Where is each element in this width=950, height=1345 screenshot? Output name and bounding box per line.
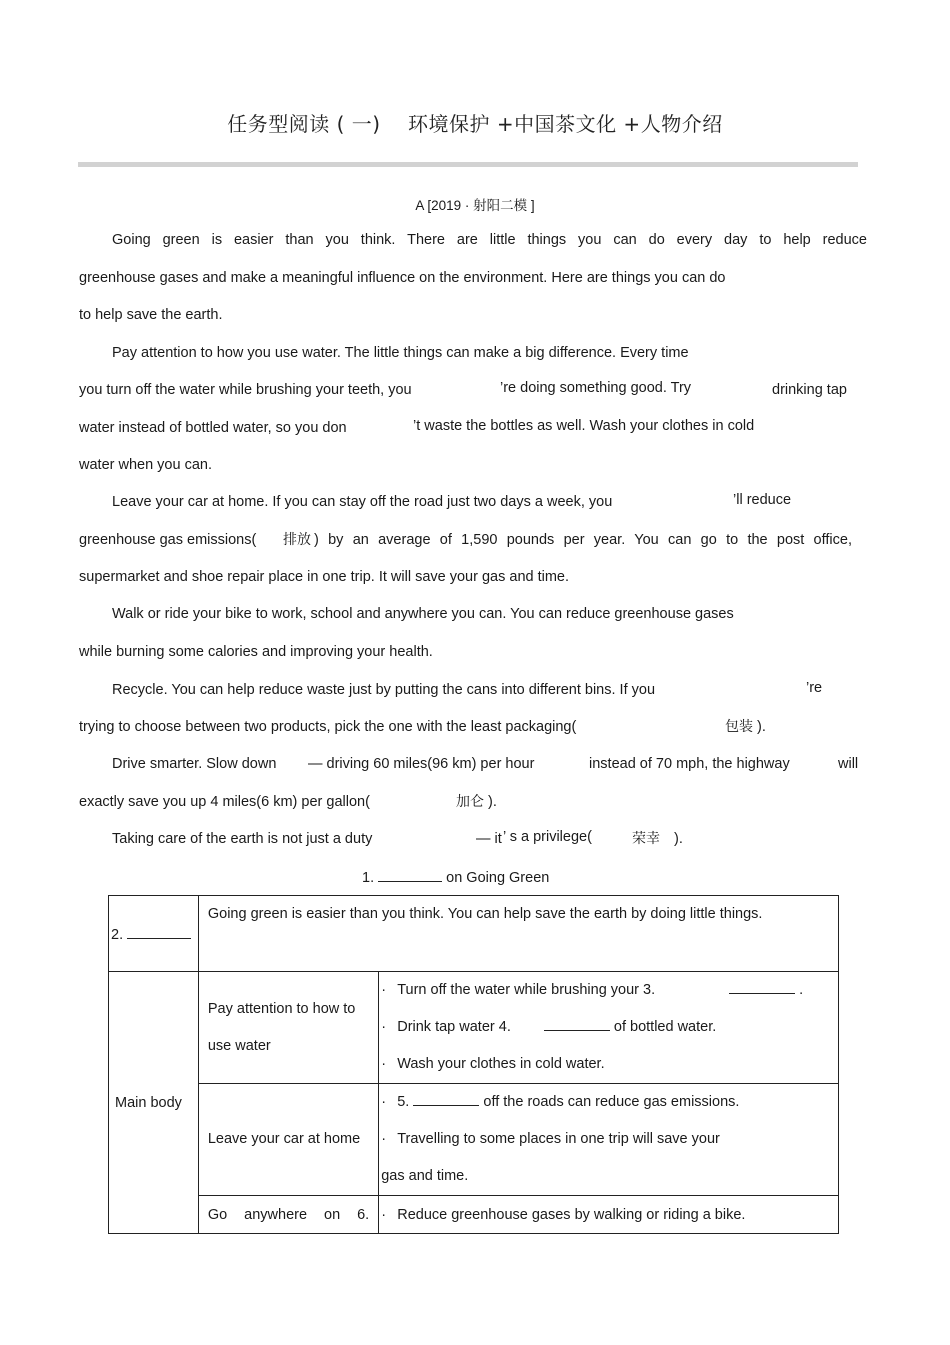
main-body-label: Main body bbox=[115, 1094, 182, 1111]
go-label-cell bbox=[198, 1196, 378, 1234]
passage-line: ). bbox=[488, 794, 497, 810]
bullet-item bbox=[379, 1046, 838, 1083]
passage-line: ’t waste the bottles as well. Wash your clothes in cold bbox=[413, 418, 755, 434]
water-label-cell bbox=[198, 972, 378, 1084]
passage-line: ). bbox=[757, 719, 766, 735]
bullet-dot: · bbox=[381, 1131, 387, 1147]
passage-line: exactly save you up 4 miles(6 km) per gallon( bbox=[79, 794, 370, 810]
gloss-text: 包装 bbox=[725, 719, 753, 735]
passage-line: ). bbox=[674, 831, 683, 847]
intro-text-cell bbox=[198, 896, 838, 972]
passage-line: ’re doing something good. Try bbox=[500, 380, 692, 396]
passage-line: ’re bbox=[806, 680, 823, 696]
outline-table bbox=[108, 895, 839, 1234]
go-bullets-cell bbox=[379, 1196, 839, 1234]
passage-line: — it bbox=[476, 831, 502, 847]
answer-blank-5[interactable] bbox=[413, 1091, 479, 1106]
bullet-dot: · bbox=[381, 1019, 387, 1035]
answer-blank-1[interactable] bbox=[378, 867, 442, 882]
title-divider bbox=[78, 162, 858, 167]
passage-line: water when you can. bbox=[79, 457, 212, 473]
passage-line: instead of 70 mph, the highway bbox=[589, 756, 790, 772]
passage-line: ) by an average of 1,590 pounds per year. You can go to the post office, bbox=[314, 532, 852, 548]
bullet-item bbox=[379, 972, 838, 1009]
car-label-cell bbox=[198, 1084, 378, 1196]
passage-line: Taking care of the earth is not just a duty bbox=[112, 831, 373, 847]
bullet-dot: · bbox=[381, 1094, 387, 1110]
passage-line: Pay attention to how you use water. The little things can make a big difference. Every time bbox=[112, 345, 689, 361]
table-heading-suffix: on Going Green bbox=[442, 870, 550, 886]
bullet-dot: · bbox=[381, 982, 387, 998]
passage-line: greenhouse gas emissions( bbox=[79, 532, 257, 548]
passage-line: trying to choose between two products, pick the one with the least packaging( bbox=[79, 719, 577, 735]
bullet-text: Reduce greenhouse gases by walking or riding a bike. bbox=[397, 1206, 746, 1223]
passage-line: water instead of bottled water, so you don bbox=[79, 420, 347, 436]
passage-line: Recycle. You can help reduce waste just by putting the cans into different bins. If you bbox=[112, 682, 656, 698]
section-label: A [2019 · 射阳二模 ] bbox=[415, 198, 535, 213]
passage-line: ’ll reduce bbox=[733, 492, 792, 508]
bullet-text: off the roads can reduce gas emissions. bbox=[483, 1094, 740, 1110]
passage-line: you turn off the water while brushing your teeth, you bbox=[79, 382, 412, 398]
passage-line: Going green is easier than you think. There are little things you can do every day to help reduce bbox=[112, 232, 867, 248]
gloss-text: 荣幸 bbox=[632, 831, 660, 847]
passage-line: greenhouse gases and make a meaningful influence on the environment. Here are things you can do bbox=[79, 270, 726, 286]
passage-line: Drive smarter. Slow down bbox=[112, 756, 277, 772]
bullet-text: Wash your clothes in cold water. bbox=[397, 1056, 605, 1072]
water-label: Pay attention to how to use water bbox=[207, 1000, 356, 1054]
intro-label: 2. bbox=[111, 927, 128, 943]
bullet-dot: · bbox=[381, 1206, 387, 1223]
main-body-cell bbox=[109, 972, 199, 1234]
table-heading bbox=[362, 867, 549, 888]
bullet-dot: · bbox=[381, 1056, 387, 1072]
table-heading-prefix: 1. bbox=[362, 870, 379, 886]
bullet-text: of bottled water. bbox=[613, 1019, 717, 1035]
passage-line: Walk or ride your bike to work, school and anywhere you can. You can reduce greenhouse gases bbox=[112, 606, 734, 622]
intro-text: Going green is easier than you think. You can help save the earth by doing little things. bbox=[207, 906, 763, 922]
answer-blank-4[interactable] bbox=[544, 1016, 610, 1031]
passage-line: while burning some calories and improving your health. bbox=[79, 644, 433, 660]
bullet-item bbox=[379, 1121, 838, 1158]
bullet-item bbox=[379, 1084, 838, 1121]
go-label: Go anywhere on 6. bbox=[207, 1206, 370, 1223]
bullet-text: . bbox=[799, 982, 804, 998]
gloss-text: 加仑 bbox=[456, 794, 484, 810]
bullet-item bbox=[379, 1009, 838, 1046]
water-bullets-cell bbox=[379, 972, 839, 1084]
bullet-continuation: gas and time. bbox=[381, 1168, 469, 1184]
car-bullets-cell bbox=[379, 1084, 839, 1196]
passage-line: supermarket and shoe repair place in one trip. It will save your gas and time. bbox=[79, 569, 570, 585]
bullet-text: Drink tap water 4. bbox=[397, 1019, 511, 1035]
passage-line: Leave your car at home. If you can stay off the road just two days a week, you bbox=[112, 494, 613, 510]
bullet-text: 5. bbox=[397, 1094, 410, 1110]
bullet-text: Turn off the water while brushing your 3. bbox=[397, 982, 656, 998]
passage-line: — driving 60 miles(96 km) per hour bbox=[308, 756, 535, 772]
answer-blank-2[interactable] bbox=[127, 924, 191, 939]
answer-blank-3[interactable] bbox=[729, 979, 795, 994]
passage-line: drinking tap bbox=[772, 382, 847, 398]
intro-label-cell bbox=[109, 896, 199, 972]
passage-line: to help save the earth. bbox=[79, 307, 223, 323]
passage-line: will bbox=[838, 756, 859, 772]
car-label: Leave your car at home bbox=[207, 1131, 361, 1147]
gloss-text: 排放 bbox=[283, 532, 311, 548]
bullet-item bbox=[379, 1205, 838, 1225]
bullet-text: Travelling to some places in one trip will save your bbox=[397, 1131, 720, 1147]
page-title: 任务型阅读 ( 一) 环境保护 +中国茶文化 +人物介绍 bbox=[227, 112, 723, 136]
passage-line: ’ s a privilege( bbox=[503, 829, 592, 845]
